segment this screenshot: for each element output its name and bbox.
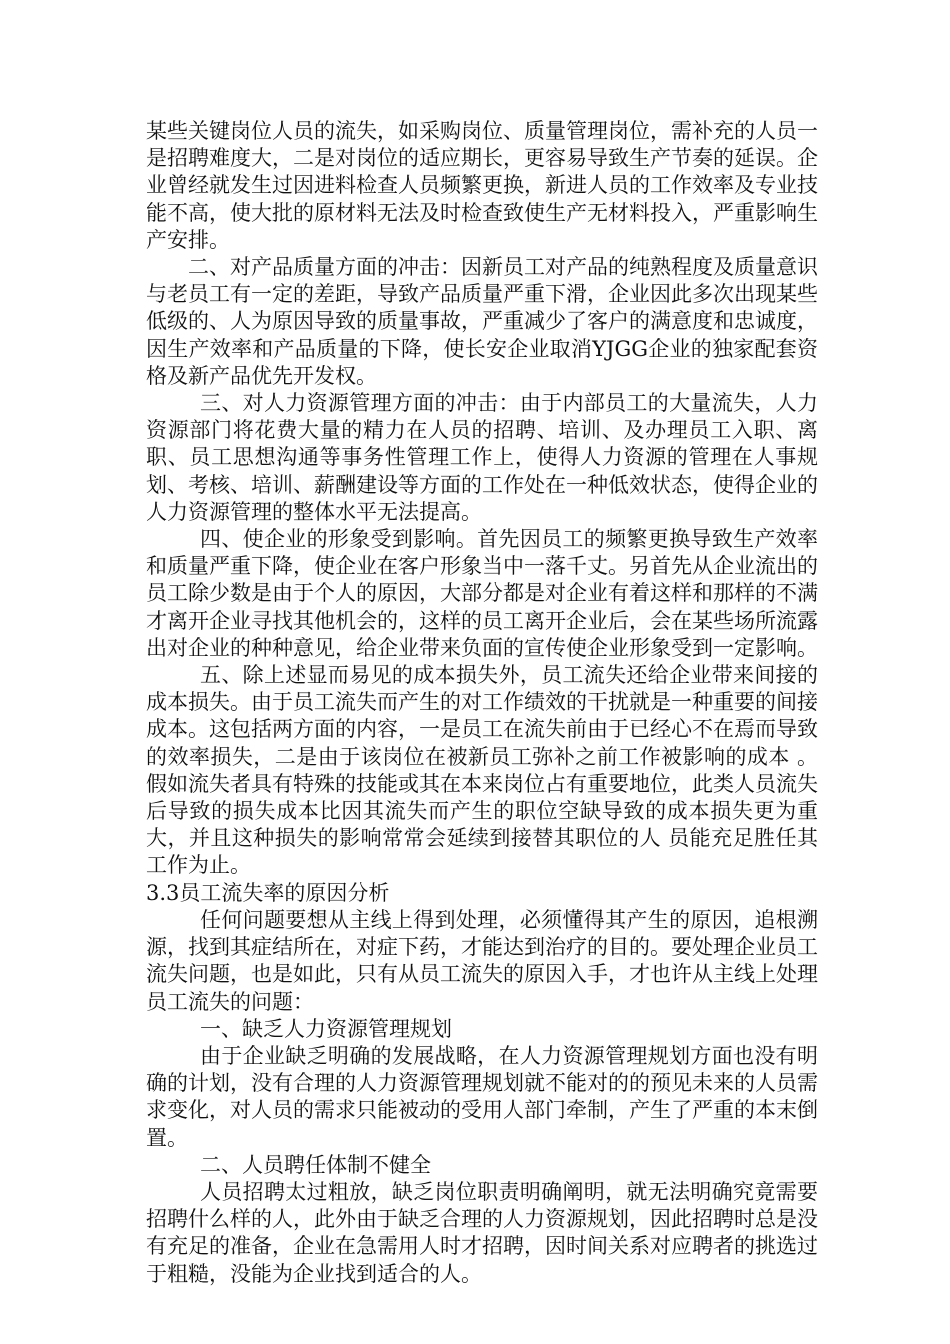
subheading-hr-planning: 一、缺乏人力资源管理规划 xyxy=(200,1016,452,1041)
paragraph-indirect-cost: 五、除上述显而易见的成本损失外，员工流失还给企业带来间接的成本损失。由于员工流失而产生的对工作绩效的干扰就是一种重要的间接成本。这包括两方面的内容，一是员工在流失前由于已经心不在焉而导致的效率损失，二是由于该岗位在被新员工弥补之前工作被影响的成本 。假如流失者具有特殊的技能或其在本来岗位占有重要地位，此类人员流失后导致的损失成本比因其流失而产生的职位空缺导致的成本损失更为重大，并且这种损失的影响常常会延续到接替其职位的人 员能充足胜任其工作为止。 xyxy=(146,663,818,878)
section-heading-3-3: 3.3员工流失率的原因分析 xyxy=(146,880,390,905)
paragraph-hiring-system: 人员招聘太过粗放，缺乏岗位职责明确阐明，就无法明确究竟需要招聘什么样的人，此外由于缺乏合理的人力资源规划，因此招聘时总是没有充足的准备，企业在急需用人时才招聘，因时间关系对应聘者的挑选过于粗糙，没能为企业找到适合的人。 xyxy=(146,1179,818,1286)
paragraph-image-impact: 四、使企业的形象受到影响。首先因员工的频繁更换导致生产效率和质量严重下降，使企业在客户形象当中一落千丈。另首先从企业流出的员工除少数是由于个人的原因，大部分都是对企业有着这样和那样的不满才离开企业寻找其他机会的，这样的员工离开企业后，会在某些场所流露出对企业的种种意见，给企业带来负面的宣传使企业形象受到一定影响。 xyxy=(146,527,818,660)
paragraph-quality-impact: 二、对产品质量方面的冲击：因新员工对产品的纯熟程度及质量意识与老员工有一定的差距，导致产品质量严重下滑，企业因此多次出现某些低级的、人为原因导致的质量事故，严重减少了客户的满意度和忠诚度，因生产效率和产品质量的下降，使长安企业取消YJGG企业的独家配套资格及新产品优先开发权。 xyxy=(146,255,818,388)
document-page xyxy=(146,118,818,1288)
paragraph-cause-intro: 任何问题要想从主线上得到处理，必须懂得其产生的原因，追根溯源，找到其症结所在，对症下药，才能达到治疗的目的。要处理企业员工流失问题，也是如此，只有从员工流失的原因入手，才也许从主线上处理员工流失的问题： xyxy=(146,907,818,1014)
paragraph-key-positions: 某些关键岗位人员的流失，如采购岗位、质量管理岗位，需补充的人员一是招聘难度大，二是对岗位的适应期长，更容易导致生产节奏的延误。企业曾经就发生过因进料检查人员频繁更换，新进人员的工作效率及专业技能不高，使大批的原材料无法及时检查致使生产无材料投入，严重影响生产安排。 xyxy=(146,119,818,252)
paragraph-hr-impact: 三、对人力资源管理方面的冲击：由于内部员工的大量流失，人力资源部门将花费大量的精力在人员的招聘、培训、及办理员工入职、离职、员工思想沟通等事务性管理工作上，使得人力资源的管理在人事规划、考核、培训、薪酬建设等方面的工作处在一种低效状态，使得企业的人力资源管理的整体水平无法提高。 xyxy=(146,391,818,524)
paragraph-hr-planning: 由于企业缺乏明确的发展战略，在人力资源管理规划方面也没有明确的计划，没有合理的人力资源管理规划就不能对的的预见未来的人员需求变化，对人员的需求只能被动的受用人部门牵制，产生了严重的本末倒置。 xyxy=(146,1043,818,1150)
subheading-hiring-system: 二、人员聘任体制不健全 xyxy=(200,1152,431,1177)
